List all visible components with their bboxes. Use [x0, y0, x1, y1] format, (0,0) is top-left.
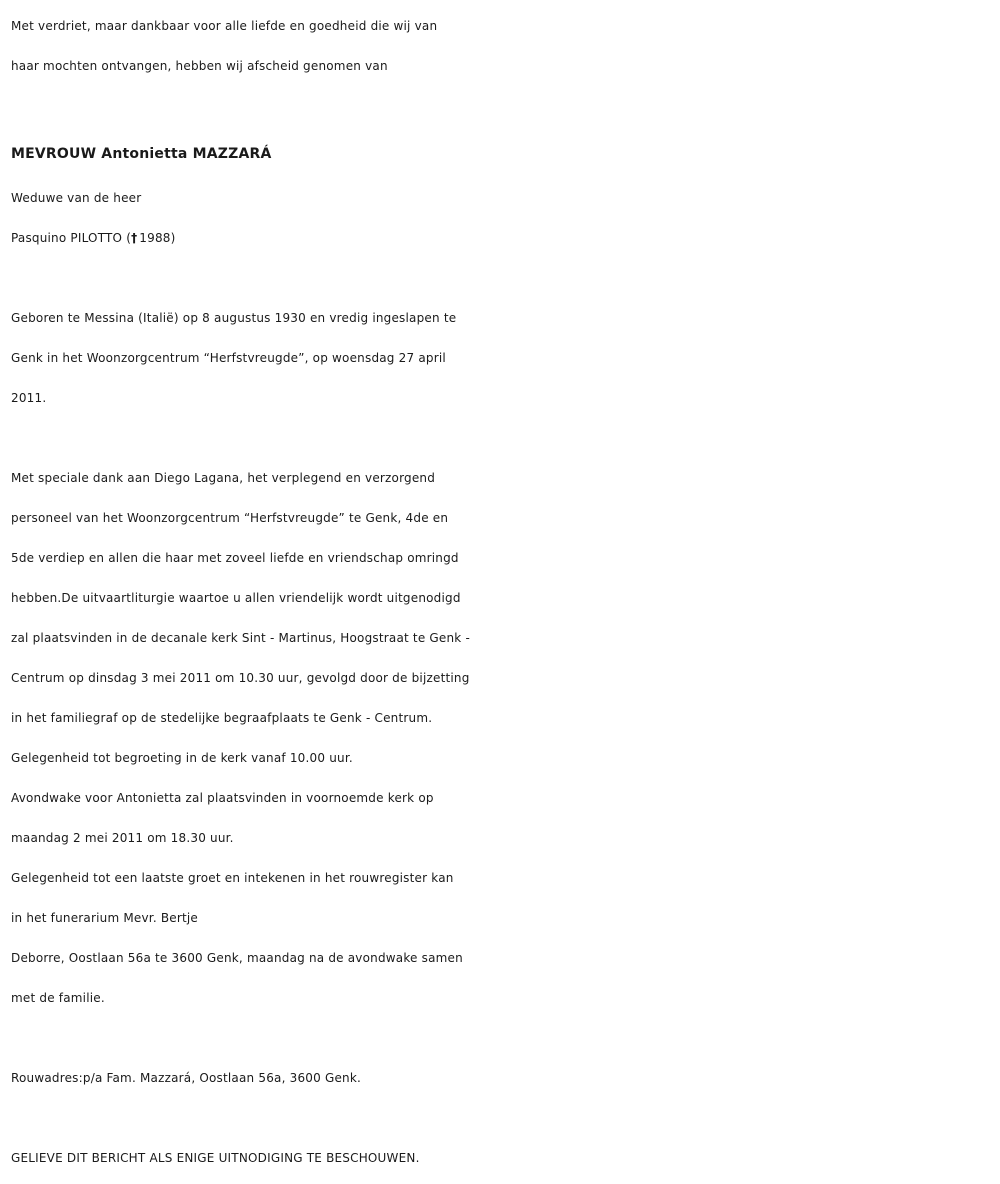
details-line: Deborre, Oostlaan 56a te 3600 Genk, maandag na de avondwake samen	[11, 951, 463, 965]
details-line: Gelegenheid tot een laatste groet en intekenen in het rouwregister kan	[11, 871, 454, 885]
details-line: zal plaatsvinden in de decanale kerk Sint - Martinus, Hoogstraat te Genk -	[11, 631, 471, 645]
deceased-block	[11, 130, 996, 258]
details-line: Centrum op dinsdag 3 mei 2011 om 10.30 uur, gevolgd door de bijzetting	[11, 671, 470, 685]
details-line: Met speciale dank aan Diego Lagana, het verplegend en verzorgend	[11, 471, 436, 485]
details-line: Gelegenheid tot begroeting in de kerk vanaf 10.00 uur.	[11, 751, 353, 765]
details-line: hebben.De uitvaartliturgie waartoe u allen vriendelijk wordt uitgenodigd	[11, 591, 461, 605]
details-line: in het funerarium Mevr. Bertje	[11, 911, 199, 925]
spouse-death-year: 1988)	[139, 231, 176, 245]
deceased-name: MEVROUW Antonietta MAZZARÁ	[11, 146, 272, 162]
mourning-address: Rouwadres:p/a Fam. Mazzará, Oostlaan 56a, 3600 Genk.	[11, 1071, 362, 1085]
birth-death-line: Geboren te Messina (Italië) op 8 augustus 1930 en vredig ingeslapen te	[11, 311, 457, 325]
details-paragraph	[11, 458, 996, 1018]
intro-paragraph	[11, 6, 996, 86]
closing-notice: GELIEVE DIT BERICHT ALS ENIGE UITNODIGING TE BESCHOUWEN.	[11, 1151, 420, 1165]
obituary-notice	[11, 6, 996, 1178]
spouse-name: Pasquino PILOTTO (	[11, 231, 132, 245]
spouse-line	[11, 218, 996, 258]
birth-death-line: Genk in het Woonzorgcentrum “Herfstvreugde”, op woensdag 27 april	[11, 351, 446, 365]
intro-line: haar mochten ontvangen, hebben wij afscheid genomen van	[11, 59, 388, 73]
details-line: 5de verdiep en allen die haar met zoveel liefde en vriendschap omringd	[11, 551, 459, 565]
details-line: Avondwake voor Antonietta zal plaatsvinden in voornoemde kerk op	[11, 791, 434, 805]
details-line: in het familiegraf op de stedelijke begraafplaats te Genk - Centrum.	[11, 711, 433, 725]
relation-line: Weduwe van de heer	[11, 191, 142, 205]
details-line: met de familie.	[11, 991, 105, 1005]
birth-death-line: 2011.	[11, 391, 47, 405]
birth-death-paragraph	[11, 298, 996, 418]
details-line: maandag 2 mei 2011 om 18.30 uur.	[11, 831, 234, 845]
cross-icon: †	[131, 231, 138, 245]
intro-line: Met verdriet, maar dankbaar voor alle liefde en goedheid die wij van	[11, 19, 438, 33]
details-line: personeel van het Woonzorgcentrum “Herfstvreugde” te Genk, 4de en	[11, 511, 449, 525]
